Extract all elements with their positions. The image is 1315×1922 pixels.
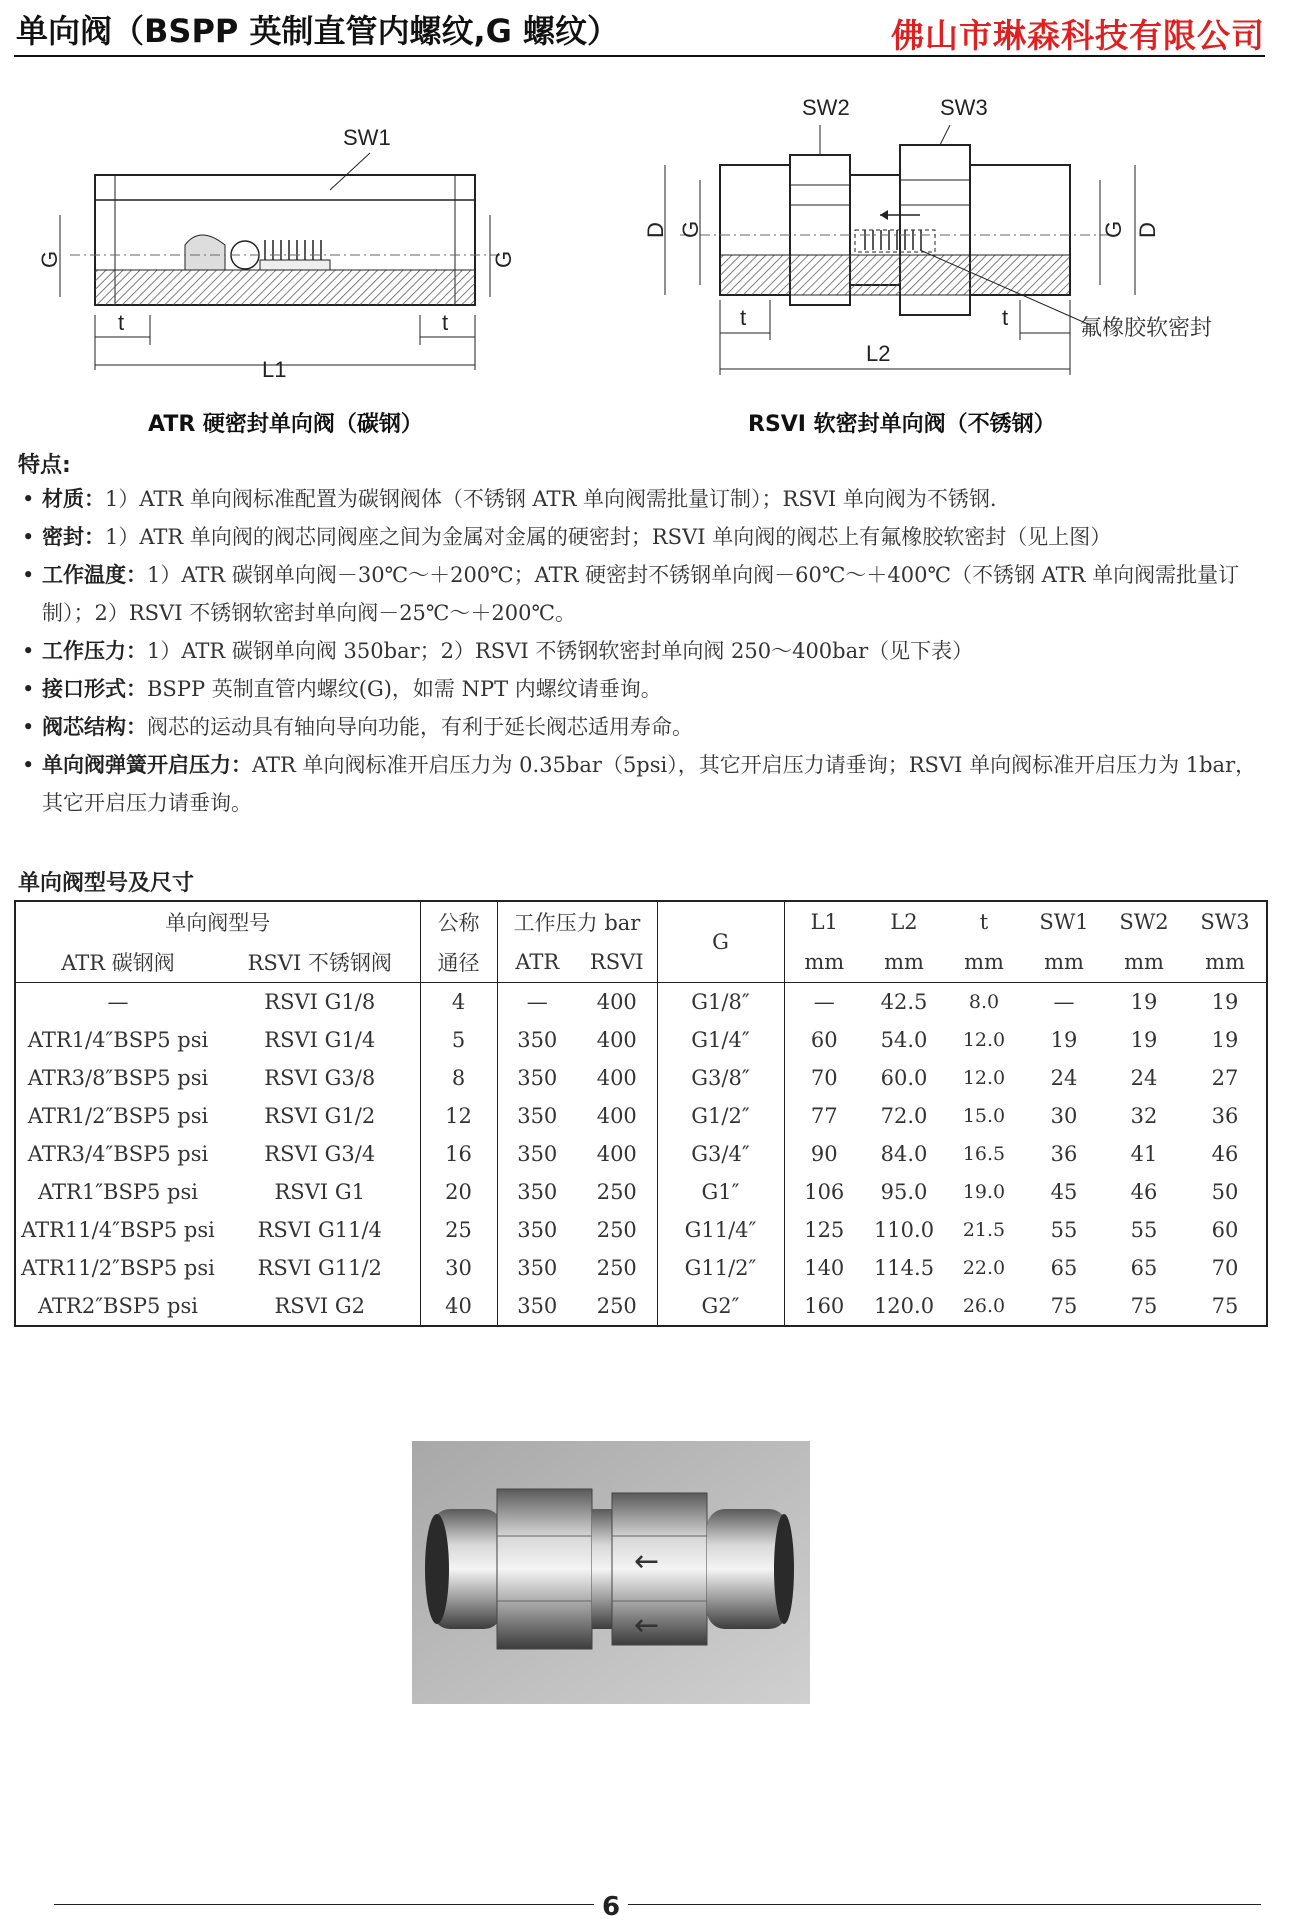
cell-sw2: 75 (1130, 1294, 1158, 1318)
cell-pressure-rsvi: 250 (577, 1173, 657, 1211)
th-unit-sw1: mm (1024, 942, 1104, 983)
cell-atr-model: ATR1/2″BSP5 psi (27, 1104, 209, 1128)
cell-pressure-rsvi: 400 (577, 983, 657, 1022)
table-row (15, 1249, 1267, 1287)
cell-pressure-atr: 350 (517, 1218, 558, 1242)
cell-sw1: 30 (1050, 1104, 1078, 1128)
cell-sw3: 75 (1211, 1294, 1239, 1318)
cell-sw1: 36 (1050, 1142, 1078, 1166)
cell-g-thread: G11/4″ (657, 1211, 784, 1249)
feature-text: 阀芯的运动具有轴向导向功能，有利于延长阀芯适用寿命。 (147, 715, 693, 739)
feature-core (18, 708, 1268, 746)
spec-table (14, 900, 1268, 1327)
cell-pressure-rsvi: 250 (577, 1287, 657, 1326)
seal-note: 氟橡胶软密封 (1080, 315, 1213, 340)
cell-pressure-atr: 350 (517, 1104, 558, 1128)
feature-text: 1）ATR 单向阀标准配置为碳钢阀体（不锈钢 ATR 单向阀需批量订制）；RSVI 单向阀为不锈钢. (105, 487, 997, 511)
t-right-label-rsvi: t (1002, 305, 1009, 330)
cell-sw3: 70 (1211, 1256, 1239, 1280)
cell-l2: 120.0 (873, 1294, 935, 1318)
feature-text: ATR 单向阀标准开启压力为 0.35bar（5psi），其它开启压力请垂询；RSVI 单向阀标准开启压力为 1bar，其它开启压力请垂询。 (42, 753, 1257, 815)
l1-label: L1 (262, 357, 287, 382)
cell-sw1: 19 (1050, 1028, 1078, 1052)
cell-atr-model: ATR11/2″BSP5 psi (21, 1256, 215, 1280)
cell-g-thread: G1/4″ (657, 1021, 784, 1059)
th-unit-t: mm (944, 942, 1024, 983)
cell-sw2: 65 (1130, 1256, 1158, 1280)
cell-l2: 60.0 (880, 1066, 928, 1090)
feature-label: 密封： (42, 525, 105, 549)
company-name: 佛山市琳森科技有限公司 (891, 16, 1265, 55)
feature-text: 1）ATR 单向阀的阀芯同阀座之间为金属对金属的硬密封；RSVI 单向阀的阀芯上有氟橡胶软密封（见上图） (105, 525, 1112, 549)
cell-atr-model: ATR3/4″BSP5 psi (27, 1142, 209, 1166)
cell-sw2: 55 (1130, 1218, 1158, 1242)
th-pressure: 工作压力 bar (497, 901, 657, 942)
cell-rsvi-model: RSVI G1 (220, 1173, 420, 1211)
cell-sw3: 19 (1211, 1028, 1239, 1052)
cell-nominal-bore: 40 (420, 1287, 497, 1326)
cell-sw1: — (1053, 990, 1075, 1014)
cell-sw3: 50 (1211, 1180, 1239, 1204)
th-sw1: SW1 (1039, 910, 1089, 934)
feature-seal (18, 518, 1268, 556)
table-row (15, 1021, 1267, 1059)
t-left-label: t (118, 310, 125, 335)
cell-pressure-atr: 350 (517, 1294, 558, 1318)
th-unit-sw3: mm (1184, 942, 1267, 983)
feature-label: 材质： (42, 487, 105, 511)
spec-table-body (15, 983, 1267, 1327)
features-list (18, 480, 1268, 822)
sw3-label: SW3 (940, 95, 988, 120)
cell-rsvi-model: RSVI G11/2 (220, 1249, 420, 1287)
cell-sw2: 41 (1130, 1142, 1158, 1166)
feature-pressure (18, 632, 1268, 670)
cell-pressure-atr: 350 (517, 1066, 558, 1090)
th-unit-sw2: mm (1104, 942, 1184, 983)
cell-nominal-bore: 16 (420, 1135, 497, 1173)
cell-g-thread: G1/8″ (657, 983, 784, 1022)
cell-rsvi-model: RSVI G3/8 (220, 1059, 420, 1097)
cell-sw1: 65 (1050, 1256, 1078, 1280)
cell-sw1: 24 (1050, 1066, 1078, 1090)
cell-sw2: 32 (1130, 1104, 1158, 1128)
cell-l2: 54.0 (880, 1028, 928, 1052)
product-photo (412, 1441, 810, 1704)
cell-t: 19.0 (962, 1181, 1006, 1203)
cell-t: 22.0 (962, 1257, 1006, 1279)
feature-text: 1）ATR 碳钢单向阀－30℃～＋200℃；ATR 硬密封不锈钢单向阀－60℃～＋400℃（不锈钢 ATR 单向阀需批量订制）；2）RSVI 不锈钢软密封单向阀－25℃～＋200℃。 (42, 563, 1240, 625)
cell-l1: 77 (810, 1104, 838, 1128)
cell-pressure-atr: 350 (517, 1256, 558, 1280)
cell-l2: 95.0 (880, 1180, 928, 1204)
cell-pressure-rsvi: 250 (577, 1211, 657, 1249)
cell-g-thread: G3/8″ (657, 1059, 784, 1097)
page-number: 6 (594, 1892, 628, 1922)
cell-sw3: 19 (1211, 990, 1239, 1014)
th-p-rsvi: RSVI (577, 942, 657, 983)
th-t: t (979, 910, 989, 934)
cell-t: 15.0 (962, 1105, 1006, 1127)
cell-pressure-atr: 350 (517, 1180, 558, 1204)
table-row (15, 1173, 1267, 1211)
g-left-label: G (37, 250, 62, 268)
feature-label: 工作压力： (42, 639, 147, 663)
cell-t: 8.0 (968, 991, 1000, 1013)
cell-pressure-rsvi: 400 (577, 1059, 657, 1097)
cell-nominal-bore: 5 (420, 1021, 497, 1059)
cell-nominal-bore: 4 (420, 983, 497, 1022)
flow-arrow-lower: ← (634, 1608, 660, 1643)
cell-nominal-bore: 8 (420, 1059, 497, 1097)
d-left-label: D (643, 222, 668, 238)
cell-rsvi-model: RSVI G2 (220, 1287, 420, 1326)
cell-nominal-bore: 30 (420, 1249, 497, 1287)
cell-rsvi-model: RSVI G1/4 (220, 1021, 420, 1059)
sw2-label: SW2 (802, 95, 850, 120)
sw1-label: SW1 (343, 125, 391, 150)
table-row (15, 983, 1267, 1022)
cell-g-thread: G11/2″ (657, 1249, 784, 1287)
th-l1: L1 (810, 910, 838, 934)
cell-l1: 60 (810, 1028, 838, 1052)
cell-nominal-bore: 25 (420, 1211, 497, 1249)
cell-l1: — (813, 990, 835, 1014)
th-atr: ATR 碳钢阀 (15, 942, 220, 983)
cell-pressure-atr: 350 (517, 1028, 558, 1052)
atr-caption: ATR 硬密封单向阀（碳钢） (148, 412, 423, 437)
rsvi-caption: RSVI 软密封单向阀（不锈钢） (748, 412, 1056, 437)
cell-l1: 160 (804, 1294, 845, 1318)
header-divider (14, 55, 1265, 57)
th-nominal-top: 公称 (420, 901, 497, 942)
features-heading: 特点: (18, 453, 71, 478)
cell-l2: 114.5 (873, 1256, 935, 1280)
cell-t: 12.0 (962, 1067, 1006, 1089)
cell-rsvi-model: RSVI G11/4 (220, 1211, 420, 1249)
t-right-label: t (442, 310, 449, 335)
th-model: 单向阀型号 (15, 901, 420, 942)
th-sw2: SW2 (1119, 910, 1169, 934)
cell-pressure-atr: — (526, 990, 548, 1014)
g-right-label-rsvi: G (1101, 220, 1126, 238)
th-l2: L2 (890, 910, 918, 934)
feature-temperature (18, 556, 1268, 632)
cell-l2: 84.0 (880, 1142, 928, 1166)
rsvi-valve-drawing (630, 85, 1250, 385)
table-row (15, 1059, 1267, 1097)
th-g: G (657, 901, 784, 983)
cell-rsvi-model: RSVI G3/4 (220, 1135, 420, 1173)
cell-sw1: 75 (1050, 1294, 1078, 1318)
cell-sw1: 45 (1050, 1180, 1078, 1204)
cell-sw3: 46 (1211, 1142, 1239, 1166)
th-unit-l1: mm (784, 942, 864, 983)
cell-nominal-bore: 12 (420, 1097, 497, 1135)
cell-g-thread: G1″ (657, 1173, 784, 1211)
l2-label: L2 (866, 341, 891, 366)
cell-atr-model: ATR11/4″BSP5 psi (21, 1218, 215, 1242)
cell-atr-model: ATR3/8″BSP5 psi (27, 1066, 209, 1090)
cell-atr-model: — (107, 990, 129, 1014)
feature-label: 阀芯结构： (42, 715, 147, 739)
cell-pressure-rsvi: 400 (577, 1135, 657, 1173)
cell-g-thread: G2″ (657, 1287, 784, 1326)
feature-material (18, 480, 1268, 518)
th-unit-l2: mm (864, 942, 944, 983)
cell-pressure-rsvi: 400 (577, 1021, 657, 1059)
feature-label: 单向阀弹簧开启压力： (42, 753, 252, 777)
th-p-atr: ATR (497, 942, 577, 983)
cell-t: 26.0 (962, 1295, 1006, 1317)
table-row (15, 1211, 1267, 1249)
table-row (15, 1135, 1267, 1173)
cell-l2: 42.5 (880, 990, 928, 1014)
th-nominal-bottom: 通径 (420, 942, 497, 983)
th-rsvi: RSVI 不锈钢阀 (220, 942, 420, 983)
feature-label: 工作温度： (42, 563, 147, 587)
cell-atr-model: ATR2″BSP5 psi (38, 1294, 198, 1318)
feature-spring (18, 746, 1268, 822)
cell-l1: 125 (804, 1218, 845, 1242)
flow-arrow-upper: ← (634, 1544, 660, 1579)
cell-atr-model: ATR1″BSP5 psi (38, 1180, 198, 1204)
cell-sw2: 19 (1130, 990, 1158, 1014)
cell-nominal-bore: 20 (420, 1173, 497, 1211)
g-right-label: G (491, 250, 516, 268)
cell-t: 21.5 (962, 1219, 1006, 1241)
table-row (15, 1097, 1267, 1135)
cell-sw3: 60 (1211, 1218, 1239, 1242)
cell-sw3: 27 (1211, 1066, 1239, 1090)
cell-pressure-atr: 350 (517, 1142, 558, 1166)
cell-g-thread: G3/4″ (657, 1135, 784, 1173)
table-row (15, 1287, 1267, 1326)
page-title: 单向阀（BSPP 英制直管内螺纹,G 螺纹） (16, 12, 620, 50)
cell-pressure-rsvi: 400 (577, 1097, 657, 1135)
feature-label: 接口形式： (42, 677, 147, 701)
cell-l1: 70 (810, 1066, 838, 1090)
g-left-label-rsvi: G (678, 220, 703, 238)
cell-l2: 72.0 (880, 1104, 928, 1128)
cell-sw3: 36 (1211, 1104, 1239, 1128)
cell-pressure-rsvi: 250 (577, 1249, 657, 1287)
cell-l2: 110.0 (873, 1218, 935, 1242)
cell-rsvi-model: RSVI G1/8 (220, 983, 420, 1022)
cell-sw2: 19 (1130, 1028, 1158, 1052)
cell-l1: 140 (804, 1256, 845, 1280)
cell-t: 16.5 (962, 1143, 1006, 1165)
cell-t: 12.0 (962, 1029, 1006, 1051)
d-right-label: D (1135, 222, 1160, 238)
feature-text: 1）ATR 碳钢单向阀 350bar；2）RSVI 不锈钢软密封单向阀 250～400bar（见下表） (147, 639, 974, 663)
footer-divider (54, 1904, 1261, 1905)
cell-l1: 90 (810, 1142, 838, 1166)
cell-sw1: 55 (1050, 1218, 1078, 1242)
feature-text: BSPP 英制直管内螺纹(G)，如需 NPT 内螺纹请垂询。 (147, 677, 662, 701)
feature-connection (18, 670, 1268, 708)
cell-g-thread: G1/2″ (657, 1097, 784, 1135)
cell-rsvi-model: RSVI G1/2 (220, 1097, 420, 1135)
t-left-label-rsvi: t (740, 305, 747, 330)
th-sw3: SW3 (1200, 910, 1250, 934)
cell-sw2: 46 (1130, 1180, 1158, 1204)
atr-valve-drawing (37, 115, 520, 395)
table-heading: 单向阀型号及尺寸 (18, 871, 195, 896)
cell-atr-model: ATR1/4″BSP5 psi (27, 1028, 209, 1052)
cell-l1: 106 (804, 1180, 845, 1204)
cell-sw2: 24 (1130, 1066, 1158, 1090)
